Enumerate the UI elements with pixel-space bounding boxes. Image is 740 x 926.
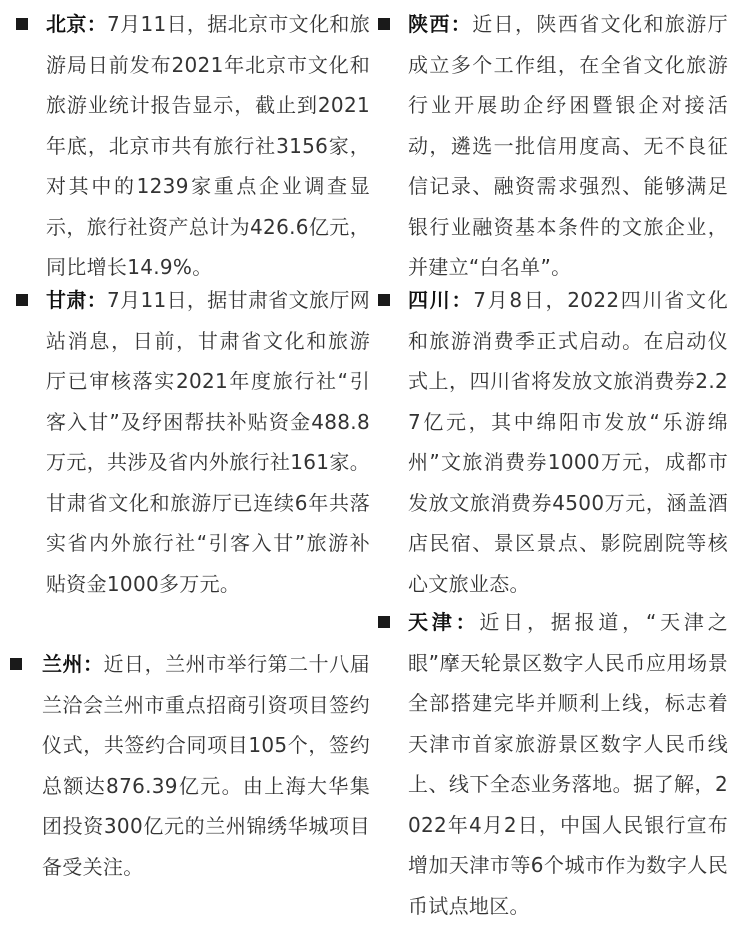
news-text: 7月11日，据甘肃省文旅厅网站消息，日前，甘肃省文化和旅游厅已审核落实2021年度旅行社“引客入甘”及纾困帮扶补贴资金488.8万元，共涉及省内外旅行社161家。甘肃省文化和旅游厅已连续6年共落实省内外旅行社“引客入甘”旅游补贴资金1000多万元。 [46,288,370,596]
news-item-shaanxi [376,4,728,288]
region-label: 陕西： [408,12,473,36]
news-item-beijing [14,4,370,288]
square-bullet-icon [378,294,390,306]
news-item-sichuan [376,280,728,604]
news-text: 近日，兰州市举行第二十八届兰洽会兰州市重点招商引资项目签约仪式，共签约合同项目105个，签约总额达876.39亿元。由上海大华集团投资300亿元的兰州锦绣华城项目备受关注。 [42,652,370,879]
news-text: 近日，陕西省文化和旅游厅成立多个工作组，在全省文化旅游行业开展助企纾困暨银企对接活动，遴选一批信用度高、无不良征信记录、融资需求强烈、能够满足银行业融资基本条件的文旅企业，并建立“白名单”。 [408,12,728,279]
news-item-lanzhou [14,644,370,887]
region-label: 天津： [408,610,480,634]
news-text: 近日，据报道，“天津之眼”摩天轮景区数字人民币应用场景全部搭建完毕并顺利上线，标志着天津市首家旅游景区数字人民币线上、线下全态业务落地。据了解，2022年4月2日，中国人民银行宣布增加天津市等6个城市作为数字人民币试点地区。 [408,610,728,918]
news-item-tianjin [376,602,728,926]
square-bullet-icon [378,616,390,628]
square-bullet-icon [16,294,28,306]
square-bullet-icon [378,18,390,30]
region-label: 北京： [46,12,108,36]
region-label: 兰州： [42,652,104,676]
square-bullet-icon [16,18,28,30]
news-text: 7月8日，2022四川省文化和旅游消费季正式启动。在启动仪式上，四川省将发放文旅消费券2.27亿元，其中绵阳市发放“乐游绵州”文旅消费券1000万元，成都市发放文旅消费券4500万元，涵盖酒店民宿、景区景点、影院剧院等核心文旅业态。 [408,288,728,596]
square-bullet-icon [10,658,22,670]
news-text: 7月11日，据北京市文化和旅游局日前发布2021年北京市文化和旅游业统计报告显示，截止到2021年底，北京市共有旅行社3156家，对其中的1239家重点企业调查显示，旅行社资产总计为426.6亿元，同比增长14.9%。 [46,12,370,279]
region-label: 四川： [408,288,474,312]
region-label: 甘肃： [46,288,108,312]
news-item-gansu [14,280,370,604]
